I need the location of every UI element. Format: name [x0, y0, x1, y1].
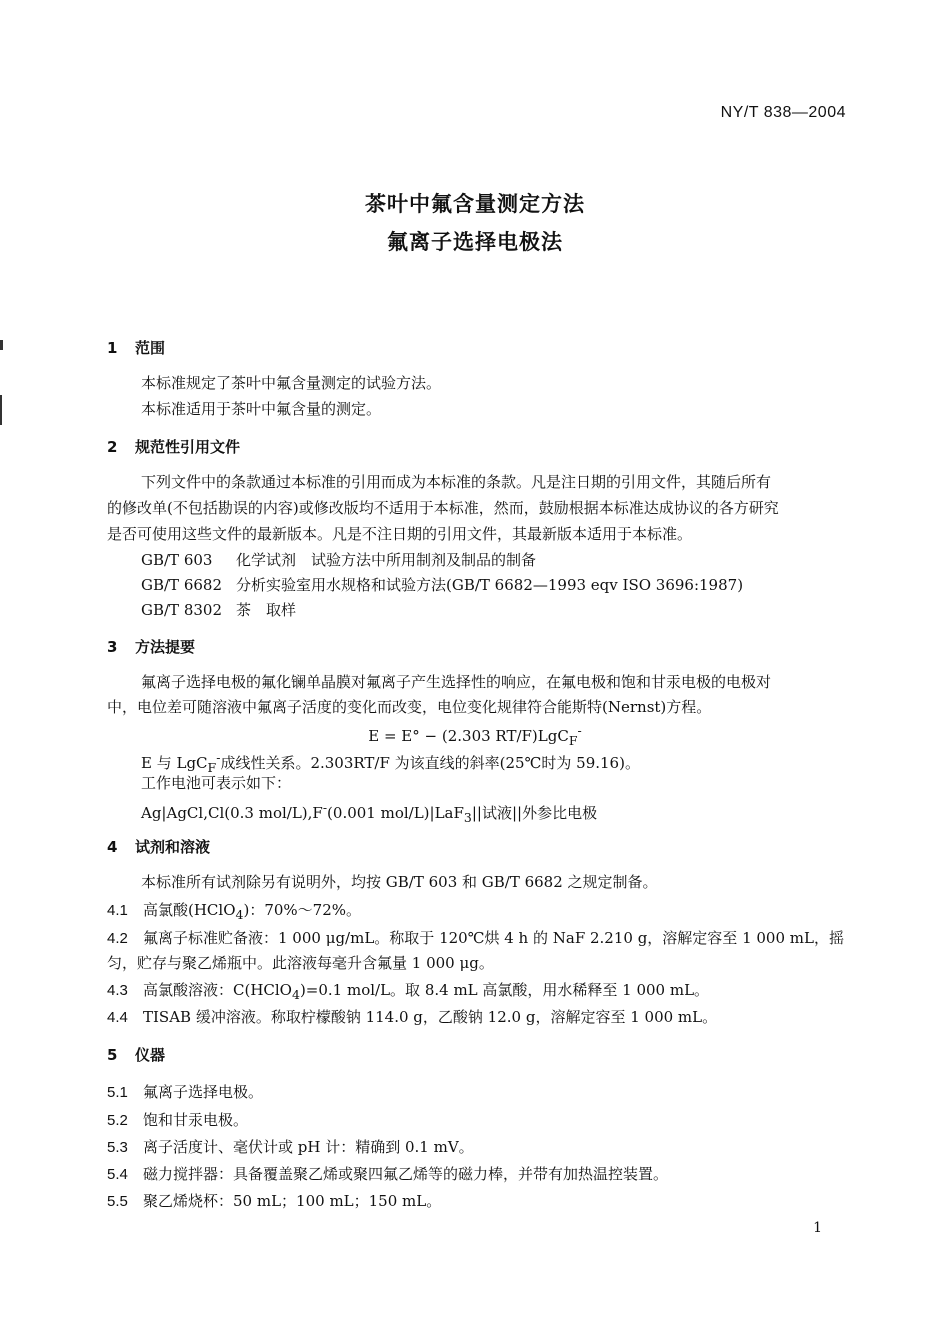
section-heading-reagents	[107, 836, 210, 858]
section-number: 4	[107, 838, 118, 856]
paragraph-line: 氟离子选择电极的氟化镧单晶膜对氟离子产生选择性的响应，在氟电极和饱和甘汞电极的电极对	[141, 673, 772, 691]
clause-item	[107, 979, 849, 1006]
clause-item	[107, 1006, 849, 1029]
reference-code: GB/T 6682	[141, 576, 223, 594]
scan-edge-mark	[0, 395, 2, 425]
paragraph-line: 本标准规定了茶叶中氟含量测定的试验方法。	[141, 374, 442, 392]
clause-number: 5.3	[107, 1139, 128, 1156]
clause-number: 5.4	[107, 1166, 128, 1183]
page-number: 1	[813, 1220, 822, 1236]
standard-number: NY/T 838—2004	[720, 104, 846, 121]
reference-title: 分析实验室用水规格和试验方法(GB/T 6682—1993 eqv ISO 3696:1987)	[236, 576, 744, 594]
relation-subscript: F	[207, 760, 217, 775]
clause-text: 聚乙烯烧杯：50 mL；100 mL；150 mL。	[143, 1192, 442, 1210]
cell-part: ||试液||外参比电极	[471, 804, 598, 822]
clause-number: 4.2	[107, 930, 128, 947]
clause-number: 5.1	[107, 1084, 128, 1101]
section-number: 1	[107, 339, 118, 357]
section-title: 规范性引用文件	[135, 438, 241, 456]
document-title: 茶叶中氟含量测定方法	[365, 192, 585, 216]
scan-edge-mark	[0, 340, 3, 350]
section-heading-principle	[107, 636, 195, 658]
paragraph-line: 是否可使用这些文件的最新版本。凡是不注日期的引用文件，其最新版本适用于本标准。	[107, 525, 693, 543]
reference-code: GB/T 603	[141, 551, 213, 569]
paragraph-line: 工作电池可表示如下：	[141, 774, 292, 792]
clause-text: )：70%～72%。	[243, 901, 362, 919]
reference-code: GB/T 8302	[141, 601, 223, 619]
relation-prefix: E 与 LgC	[141, 754, 208, 772]
equation-superscript: -	[577, 723, 582, 738]
clause-text: TISAB 缓冲溶液。称取柠檬酸钠 114.0 g，乙酸钠 12.0 g，溶解定容至 1 000 mL。	[143, 1008, 718, 1026]
clause-item	[107, 1081, 849, 1104]
reference-item	[141, 549, 883, 571]
paragraph-line: 下列文件中的条款通过本标准的引用而成为本标准的条款。凡是注日期的引用文件，其随后所有	[141, 473, 772, 491]
section-title: 仪器	[135, 1046, 166, 1064]
clause-number: 4.1	[107, 902, 128, 919]
paragraph-line: 的修改单(不包括勘误的内容)或修改版均不适用于本标准，然而，鼓励根据本标准达成协议的各方研究	[107, 499, 779, 517]
reference-item	[141, 574, 883, 596]
section-heading-references	[107, 436, 240, 458]
clause-number: 5.5	[107, 1193, 128, 1210]
clause-subscript: 4	[291, 987, 300, 1002]
clause-text: 氟离子标准贮备液：1 000 μg/mL。称取于 120℃烘 4 h 的 NaF 2.210 g，溶解定容至 1 000 mL，摇	[143, 929, 844, 947]
section-heading-apparatus	[107, 1044, 165, 1066]
document-subtitle: 氟离子选择电极法	[387, 230, 563, 254]
section-number: 3	[107, 638, 118, 656]
cell-part: (0.001 mol/L)|LaF	[327, 804, 464, 822]
section-title: 范围	[135, 339, 166, 357]
paragraph-line: 本标准所有试剂除另有说明外，均按 GB/T 603 和 GB/T 6682 之规定制备。	[141, 873, 658, 891]
section-heading-scope	[107, 337, 165, 359]
reference-item	[141, 599, 883, 621]
cell-part: Ag|AgCl,Cl(0.3 mol/L),F	[141, 804, 323, 822]
cell-subscript: 3	[463, 810, 472, 825]
relation-superscript: -	[216, 750, 221, 765]
clause-subscript: 4	[235, 907, 244, 922]
section-number: 5	[107, 1046, 118, 1064]
cell-notation	[141, 797, 883, 829]
clause-text: 磁力搅拌器：具备覆盖聚乙烯或聚四氟乙烯等的磁力棒，并带有加热温控装置。	[143, 1165, 669, 1183]
equation-subscript: F	[568, 733, 578, 748]
clause-item	[107, 927, 849, 950]
clause-text: 离子活度计、毫伏计或 pH 计：精确到 0.1 mV。	[143, 1138, 474, 1156]
clause-text: 氟离子选择电极。	[143, 1083, 264, 1101]
equation-text: E = E° − (2.303 RT/F)LgC	[368, 727, 569, 745]
clause-text: 饱和甘汞电极。	[143, 1111, 249, 1129]
section-title: 试剂和溶液	[135, 838, 211, 856]
paragraph-line: 中，电位差可随溶液中氟离子活度的变化而改变，电位变化规律符合能斯特(Nernst)方程。	[107, 698, 712, 716]
clause-item	[107, 1109, 849, 1132]
clause-item	[107, 1190, 849, 1213]
clause-number: 4.3	[107, 982, 128, 999]
clause-text: 高氯酸(HClO	[143, 901, 236, 919]
paragraph-line: 匀，贮存与聚乙烯瓶中。此溶液每毫升含氟量 1 000 μg。	[107, 954, 494, 972]
section-title: 方法提要	[135, 638, 196, 656]
clause-text: )=0.1 mol/L。取 8.4 mL 高氯酸，用水稀释至 1 000 mL。	[299, 981, 710, 999]
clause-item	[107, 1136, 849, 1159]
cell-superscript: -	[322, 800, 328, 815]
relation-text: 成线性关系。2.303RT/F 为该直线的斜率(25℃时为 59.16)。	[220, 754, 640, 772]
clause-number: 4.4	[107, 1009, 128, 1026]
reference-title: 茶 取样	[236, 601, 297, 619]
paragraph-line: 本标准适用于茶叶中氟含量的测定。	[141, 400, 382, 418]
reference-title: 化学试剂 试验方法中所用制剂及制品的制备	[236, 551, 537, 569]
clause-item	[107, 899, 849, 926]
section-number: 2	[107, 438, 118, 456]
clause-item	[107, 1163, 849, 1186]
clause-text: 高氯酸溶液：C(HClO	[143, 981, 292, 999]
clause-number: 5.2	[107, 1112, 128, 1129]
